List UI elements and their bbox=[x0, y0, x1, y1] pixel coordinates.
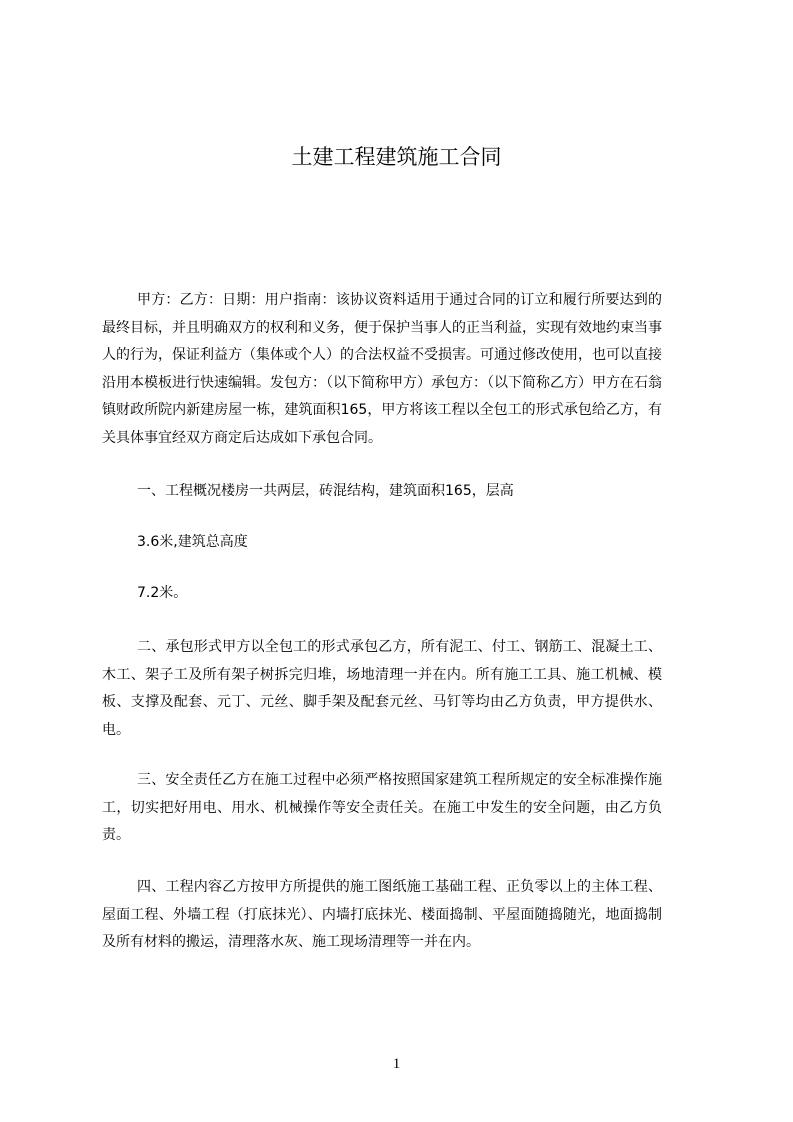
section-three-paragraph: 三、安全责任乙方在施工过程中必须严格按照国家建筑工程所规定的安全标准操作施工，切实把好用电、用水、机械操作等安全责任关。在施工中发生的安全问题，由乙方负责。 bbox=[102, 772, 662, 843]
section-two-paragraph: 二、承包形式甲方以全包工的形式承包乙方，所有泥工、付工、钢筋工、混凝土工、木工、架子工及所有架子树拆完归堆，场地清理一并在内。所有施工工具、施工机械、模板、支撑及配套、元丁、元丝、脚手架及配套元丝、马钉等均由乙方负责，甲方提供水、电。 bbox=[102, 639, 662, 738]
intro-paragraph: 甲方：乙方：日期：用户指南：该协议资料适用于通过合同的订立和履行所要达到的最终目标，并且明确双方的权利和义务，便于保护当事人的正当利益，实现有效地约束当事人的行为，保证利益方（集体或个人）的合法权益不受损害。可通过修改使用，也可以直接沿用本模板进行快速编辑。发包方：（以下简称甲方）承包方：（以下简称乙方）甲方在石翁镇财政所院内新建房屋一栋，建筑面积165，甲方将该工程以全包工的形式承包给乙方，有关具体事宜经双方商定后达成如下承包合同。 bbox=[102, 292, 662, 446]
page-number: 1 bbox=[392, 1056, 401, 1072]
page-title: 土建工程建筑施工合同 bbox=[291, 145, 502, 169]
building-height-line: 3.6米,建筑总高度 bbox=[137, 534, 248, 550]
section-one-paragraph: 一、工程概况楼房一共两层，砖混结构，建筑面积165，层高 bbox=[137, 483, 514, 499]
section-four-paragraph: 四、工程内容乙方按甲方所提供的施工图纸施工基础工程、正负零以上的主体工程、屋面工程、外墙工程（打底抹光）、内墙打底抹光、楼面捣制、平屋面随捣随光，地面捣制及所有材料的搬运，清理落水灰、施工现场清理等一并在内。 bbox=[102, 879, 662, 950]
total-height-line: 7.2米。 bbox=[137, 585, 188, 601]
